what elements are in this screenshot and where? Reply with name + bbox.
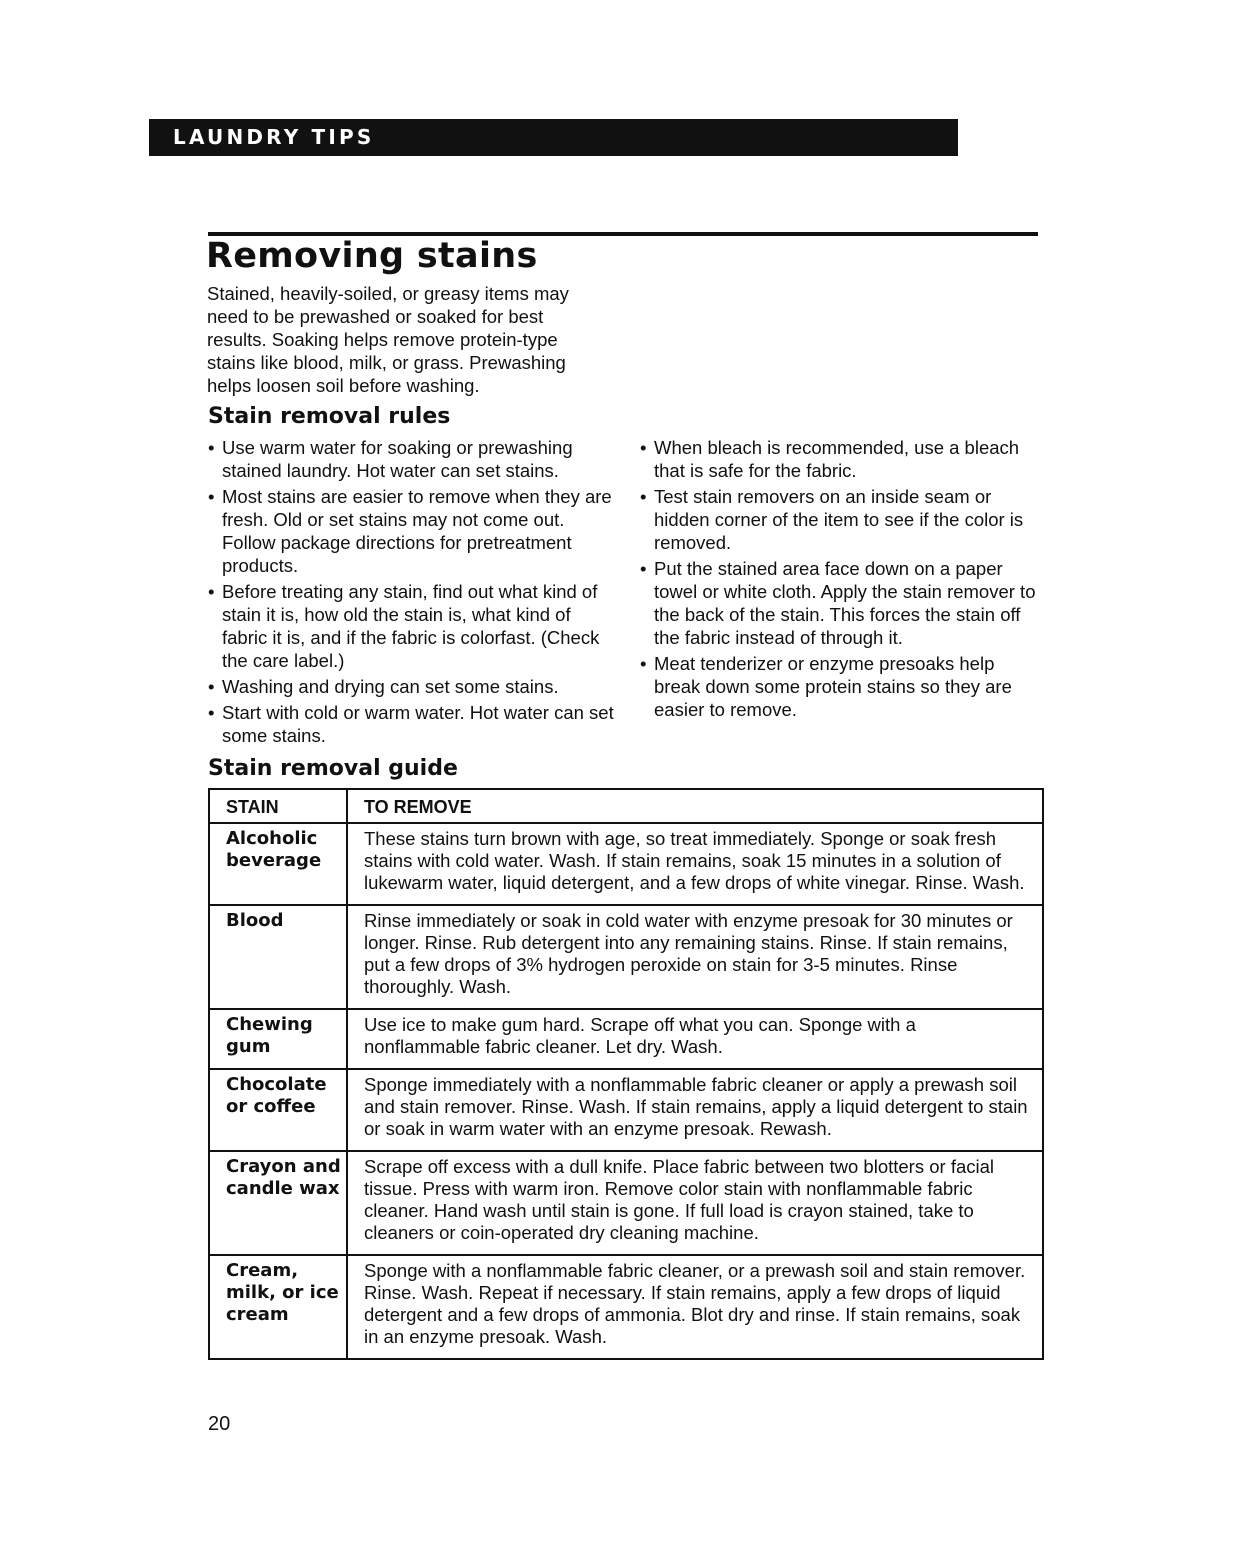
stain-instructions: Sponge immediately with a nonflammable fabric cleaner or apply a prewash soil and stain remover. Rinse. Wash. If stain remains, apply a liquid detergent to stain or soak in warm water with an enzyme presoak. Rewash. [347, 1069, 1043, 1151]
page-title: Removing stains [206, 236, 538, 276]
stain-name: Blood [209, 905, 347, 1009]
table-row [209, 1009, 1043, 1069]
rule-item: • Most stains are easier to remove when they are fresh. Old or set stains may not come out. Follow package directions for pretreatment products. [208, 485, 618, 577]
rule-item: • Use warm water for soaking or prewashing stained laundry. Hot water can set stains. [208, 436, 618, 482]
stain-instructions: Rinse immediately or soak in cold water with enzyme presoak for 30 minutes or longer. Rinse. Rub detergent into any remaining stains. Rinse. If stain remains, put a few drops of 3% hydrogen peroxide on stain for 3-5 minutes. Rinse thoroughly. Wash. [347, 905, 1043, 1009]
rules-list-right [640, 436, 1040, 724]
stain-instructions: Scrape off excess with a dull knife. Place fabric between two blotters or facial tissue. Press with warm iron. Remove color stain with nonflammable fabric cleaner. Hand wash until stain is gone. If full load is crayon stained, take to cleaners or coin-operated dry cleaning machine. [347, 1151, 1043, 1255]
page-number: 20 [208, 1413, 231, 1435]
stain-name: Crayon and candle wax [209, 1151, 347, 1255]
rule-item: • Test stain removers on an inside seam or hidden corner of the item to see if the color is removed. [640, 485, 1040, 554]
rule-item: • Washing and drying can set some stains. [208, 675, 618, 698]
table-row [209, 1255, 1043, 1359]
rule-item: • Meat tenderizer or enzyme presoaks help break down some protein stains so they are easier to remove. [640, 652, 1040, 721]
table-row [209, 1069, 1043, 1151]
stain-guide-table [208, 788, 1044, 1360]
rule-item: • Start with cold or warm water. Hot water can set some stains. [208, 701, 618, 747]
stain-name: Chewing gum [209, 1009, 347, 1069]
column-header-to-remove: TO REMOVE [347, 789, 1043, 823]
section-header-bar [149, 119, 958, 156]
table-row [209, 1151, 1043, 1255]
rule-item: • Put the stained area face down on a paper towel or white cloth. Apply the stain remover to the back of the stain. This forces the stain off the fabric instead of through it. [640, 557, 1040, 649]
table-header-row [209, 789, 1043, 823]
stain-instructions: Use ice to make gum hard. Scrape off what you can. Sponge with a nonflammable fabric cleaner. Let dry. Wash. [347, 1009, 1043, 1069]
guide-heading: Stain removal guide [208, 756, 458, 781]
stain-instructions: Sponge with a nonflammable fabric cleaner, or a prewash soil and stain remover. Rinse. Wash. Repeat if necessary. If stain remains, apply a few drops of liquid detergent and a few drops of ammonia. Blot dry and rinse. If stain remains, soak in an enzyme presoak. Wash. [347, 1255, 1043, 1359]
rules-heading: Stain removal rules [208, 404, 451, 429]
stain-name: Alcoholic beverage [209, 823, 347, 905]
stain-instructions: These stains turn brown with age, so treat immediately. Sponge or soak fresh stains with cold water. Wash. If stain remains, soak 15 minutes in a solution of lukewarm water, liquid detergent, and a few drops of white vinegar. Rinse. Wash. [347, 823, 1043, 905]
rules-list-left [208, 436, 618, 750]
column-header-stain: STAIN [209, 789, 347, 823]
stain-name: Chocolate or coffee [209, 1069, 347, 1151]
rule-item: • When bleach is recommended, use a bleach that is safe for the fabric. [640, 436, 1040, 482]
table-row [209, 823, 1043, 905]
intro-paragraph: Stained, heavily-soiled, or greasy items may need to be prewashed or soaked for best results. Soaking helps remove protein-type stains like blood, milk, or grass. Prewashing helps loosen soil before washing. [207, 283, 569, 396]
stain-name: Cream, milk, or ice cream [209, 1255, 347, 1359]
section-header-title: LAUNDRY TIPS [173, 125, 375, 149]
table-row [209, 905, 1043, 1009]
rule-item: • Before treating any stain, find out what kind of stain it is, how old the stain is, what kind of fabric it is, and if the fabric is colorfast. (Check the care label.) [208, 580, 618, 672]
